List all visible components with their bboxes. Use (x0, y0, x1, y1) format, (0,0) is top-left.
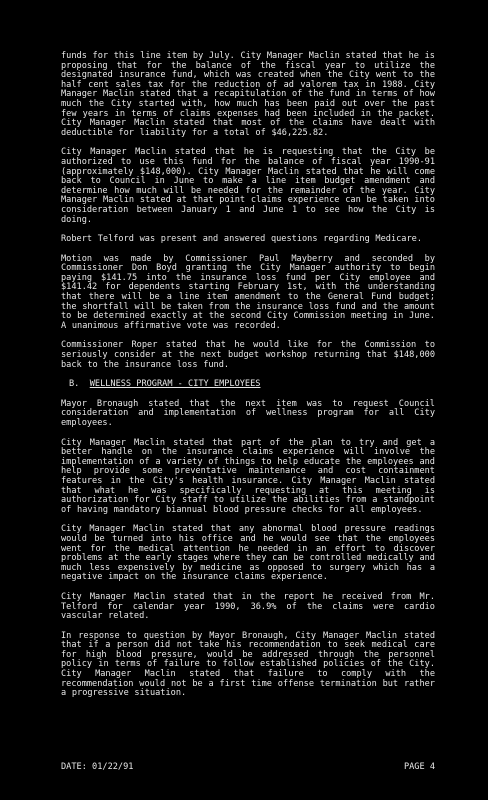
section-heading (69, 380, 435, 390)
paragraph: Motion was made by Commissioner Paul Mayberry and seconded by Commissioner Don Boyd granting the City Manager authority to begin paying $141.75 into the insurance loss fund per City employee and $141.42 for dependents starting February 1st, with the understanding that there will be a line item amendment to the General Fund budget; the shortfall will be taken from the insurance loss fund and the amount to be determined exactly at the second City Commission meeting in June. A unanimous affirmative vote was recorded. (61, 253, 435, 331)
paragraph: Mayor Bronaugh stated that the next item was to request Council consideration and implementation of wellness program for all City employees. (61, 398, 435, 428)
page-footer (61, 763, 435, 773)
paragraph: City Manager Maclin stated that in the report he received from Mr. Telford for calendar year 1990, 36.9% of the claims were cardio vascular related. (61, 591, 435, 622)
paragraph: In response to question by Mayor Bronaugh, City Manager Maclin stated that if a person did not take his recommendation to seek medical care for high blood pressure, would be addressed through the personnel policy in terms of failure to follow established policies of the City. City Manager Maclin stated that failure to comply with the recommendation would not be a first time offense termination but rather a progressive situation. (61, 630, 435, 699)
footer-page-number: PAGE 4 (403, 762, 435, 772)
section-letter: B. (69, 379, 80, 390)
paragraph: City Manager Maclin stated that he is requesting that the City be authorized to use this fund for the balance of fiscal year 1990-91 (approximately $148,000). City Manager Maclin stated that he will come back to Council in June to make a line item budget amendment and determine how much will be needed for the remainder of the year. City Manager Maclin stated at that point claims experience can be taken into consideration between January 1 and June 1 to see how the City is doing. (61, 147, 435, 225)
section-title: WELLNESS PROGRAM - CITY EMPLOYEES (89, 379, 261, 390)
paragraph: Robert Telford was present and answered questions regarding Medicare. (61, 234, 422, 245)
paragraph: City Manager Maclin stated that any abnormal blood pressure readings would be turned into his office and he would see that the employees went for the medical attention he needed in an effort to discover problems at the early stages where they can be controlled medically and much less expensively by medicine as opposed to surgery which has a negative impact on the insurance claims experience. (61, 524, 435, 583)
paragraph: funds for this line item by July. City Manager Maclin stated that he is proposing that for the balance of the fiscal year to utilize the designated insurance fund, which was created when the City went to the half cent sales tax for the reduction of ad valorem tax in 1988. City Manager Maclin stated that a recapitulation of the fund in terms of how much the City started with, how much has been paid out over the past few years in terms of claims expenses had been included in the packet. City Manager Maclin stated that most of the claims have dealt with deductible for liability for a total of $46,225.82. (61, 51, 435, 138)
paragraph: City Manager Maclin stated that part of the plan to try and get a better handle on the insurance claims experience will involve the implementation of a variety of things to help educate the employees and help provide some preventative maintenance and cost containment features in the City's health insurance. City Manager Maclin stated that what he was specifically requesting at this meeting is authorization for City staff to utilize the abilities from a standpoint of having mandatory biannual blood pressure checks for all employees. (61, 437, 435, 515)
document-body (61, 52, 435, 709)
footer-date: DATE: 01/22/91 (61, 762, 134, 772)
paragraph: Commissioner Roper stated that he would like for the Commission to seriously consider at the next budget workshop returning that $148,000 back to the insurance loss fund. (61, 340, 435, 370)
